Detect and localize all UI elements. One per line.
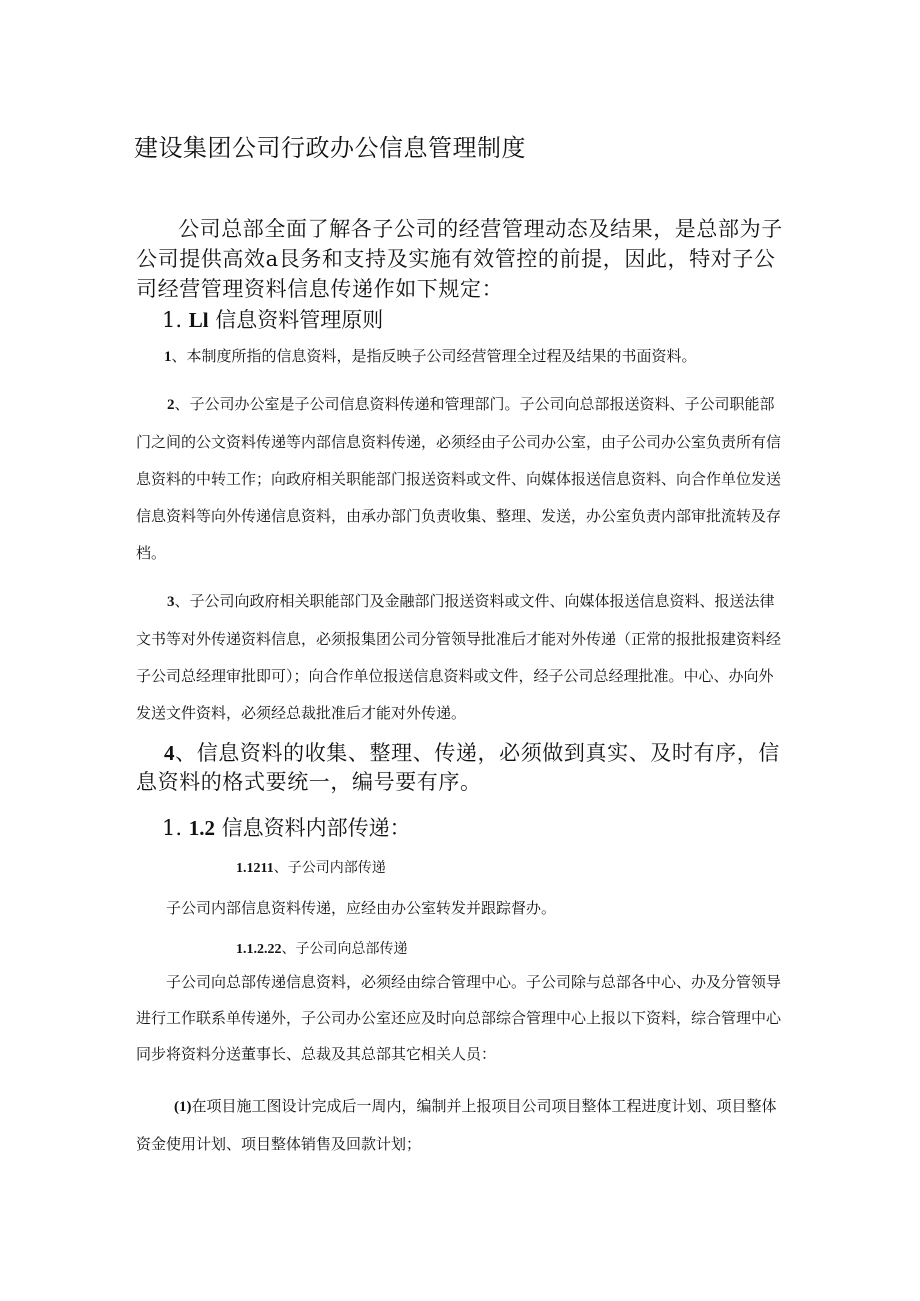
subsection-title: 、子公司内部传递 <box>273 860 386 876</box>
subsection-title: 、子公司向总部传递 <box>281 941 408 957</box>
section-heading-2 <box>162 812 411 842</box>
clause-text: 、信息资料的收集、整理、传递，必须做到真实、及时有序，信息资料的格式要统一，编号要有序。 <box>136 741 780 794</box>
section-number: 1.2 <box>188 816 215 840</box>
clause-text: 、本制度所指的信息资料，是指反映子公司经营管理全过程及结果的书面资料。 <box>171 347 697 365</box>
document-title: 建设集团公司行政办公信息管理制度 <box>134 134 526 162</box>
section-number-prefix: 1. <box>162 816 189 840</box>
section-number-prefix: 1. <box>162 308 189 332</box>
clause-number: 4 <box>164 741 176 765</box>
subsection-1-text: 子公司内部信息资料传递，应经由办公室转发并跟踪督办。 <box>166 899 557 917</box>
clause-1 <box>164 345 697 366</box>
clause-number: 2 <box>167 397 175 413</box>
section-number: Ll <box>188 308 209 332</box>
subsection-number: 1.1.2.22 <box>236 942 282 957</box>
section-heading-1 <box>162 304 383 334</box>
clause-4 <box>136 739 786 797</box>
subsection-number: 1.1211 <box>236 861 274 876</box>
clause-3 <box>136 583 786 732</box>
section-title: 信息资料管理原则 <box>208 308 384 332</box>
intro-paragraph: 公司总部全面了解各子公司的经营管理动态及结果，是总部为子公司提供高效a艮务和支持及实施有效管控的前提，因此，特对子公司经营管理资料信息传递作如下规定： <box>136 217 783 301</box>
subsection-heading-1 <box>236 857 386 877</box>
clause-text: 、子公司办公室是子公司信息资料传递和管理部门。子公司向总部报送资料、子公司职能部门之间的公文资料传递等内部信息资料传递，必须经由子公司办公室，由子公司办公室负责所有信息资料的中转工作；向政府相关职能部门报送资料或文件、向媒体报送信息资料、向合作单位发送信息资料等向外传递信息资料，由承办部门负责收集、整理、发送，办公室负责内部审批流转及存档。 <box>136 395 782 562</box>
clause-number: 1 <box>164 349 172 365</box>
clause-number: 3 <box>167 594 175 610</box>
clause-2 <box>136 386 786 572</box>
subsection-2-text: 子公司向总部传递信息资料，必须经由综合管理中心。子公司除与总部各中心、办及分管领导进行工作联系单传递外，子公司办公室还应及时向总部综合管理中心上报以下资料，综合管理中心同步将资料分送董事长、总裁及其总部其它相关人员： <box>136 973 782 1063</box>
section-title: 信息资料内部传递： <box>214 816 411 840</box>
clause-p1 <box>136 1088 786 1163</box>
clause-text: 、子公司向政府相关职能部门及金融部门报送资料或文件、向媒体报送信息资料、报送法律文书等对外传递资料信息，必须报集团公司分管领导批准后才能对外传递（正常的报批报建资料经子公司总经理审批即可）；向合作单位报送信息资料或文件，经子公司总经理批准。中心、办向外发送文件资料，必须经总裁批准后才能对外传递。 <box>136 592 782 722</box>
subsection-heading-2 <box>236 938 408 958</box>
clause-number: (1) <box>174 1099 192 1115</box>
clause-text: 在项目施工图设计完成后一周内，编制并上报项目公司项目整体工程进度计划、项目整体资金使用计划、项目整体销售及回款计划； <box>136 1097 777 1153</box>
